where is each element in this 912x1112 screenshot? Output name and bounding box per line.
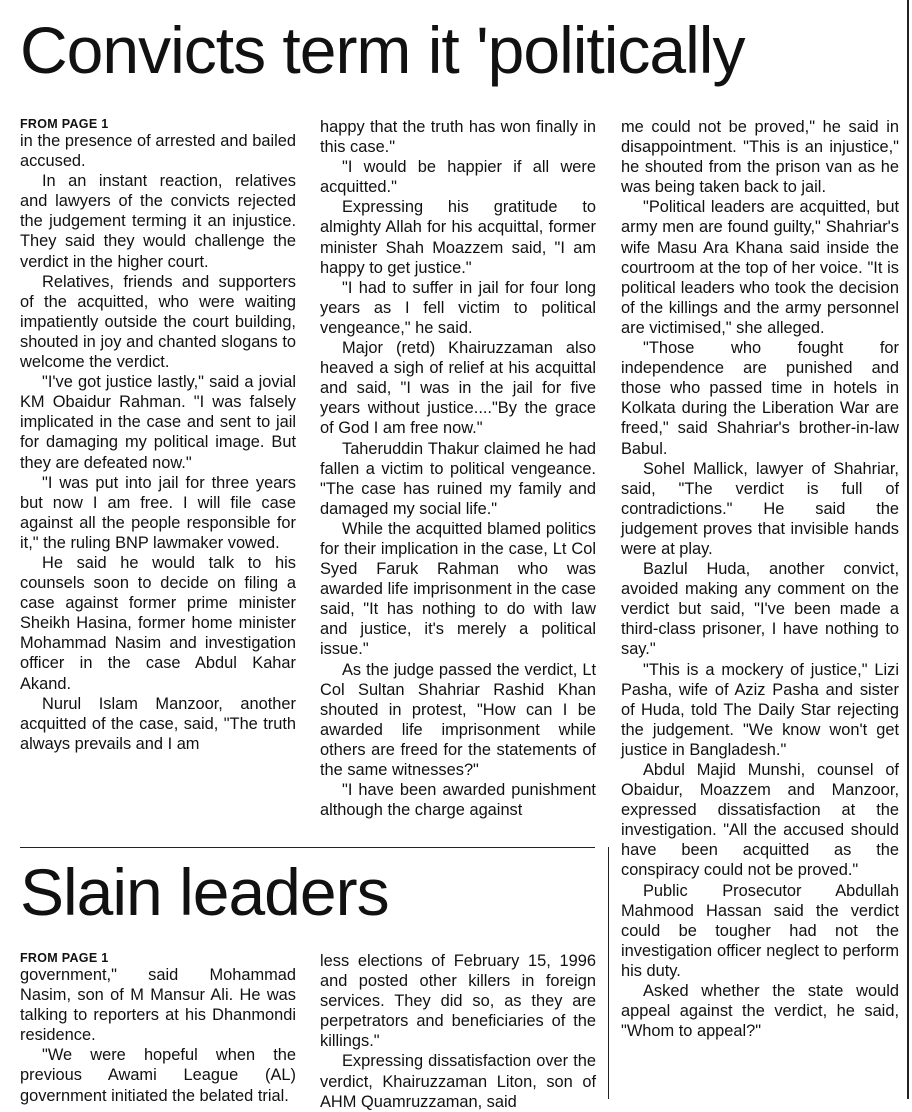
paragraph: Bazlul Huda, another convict, avoided making any comment on the verdict but said, "I've been made a third-class prisoner, I have nothing to say." xyxy=(621,560,899,659)
story1-column-3 xyxy=(621,117,899,1097)
paragraph: Expressing dissatisfaction over the verdict, Khairuzzaman Liton, son of AHM Quamruzzaman, said xyxy=(320,1052,596,1111)
headline-slain-leaders: Slain leaders xyxy=(20,855,389,929)
paragraph: "I have been awarded punishment although the charge against xyxy=(320,781,596,820)
paragraph: Public Prosecutor Abdullah Mahmood Hassan said the verdict could be tougher had not the investigation officer neglect to perform his duty. xyxy=(621,881,899,980)
paragraph: me could not be proved," he said in disappointment. "This is an injustice," he shouted from the prison van as he was being taken back to jail. xyxy=(621,118,899,197)
paragraph: He said he would talk to his counsels soon to decide on filing a case against former prime minister Sheikh Hasina, former home minister Mohammad Nasim and investigation officer in the case Abdul Kahar Akand. xyxy=(20,553,296,693)
kicker: FROM PAGE 1 xyxy=(20,951,109,965)
paragraph: "Those who fought for independence are punished and those who passed time in hotels in Kolkata during the Liberation War are freed," said Shahriar's brother-in-law Babul. xyxy=(621,339,899,458)
paragraph: In an instant reaction, relatives and lawyers of the convicts rejected the judgement terming it an injustice. They said they would challenge the verdict in the higher court. xyxy=(20,172,296,271)
paragraph: Asked whether the state would appeal against the verdict, he said, "Whom to appeal?" xyxy=(621,982,899,1041)
column-rule xyxy=(907,0,909,1099)
kicker: FROM PAGE 1 xyxy=(20,117,109,131)
paragraph: "We were hopeful when the previous Awami League (AL) government initiated the belated trial. xyxy=(20,1046,296,1105)
paragraph: less elections of February 15, 1996 and posted other killers in foreign services. They did so, as they are perpetrators and beneficiaries of the killings." xyxy=(320,952,596,1051)
story2-column-1 xyxy=(20,951,296,1105)
paragraph: happy that the truth has won finally in this case." xyxy=(320,118,596,157)
paragraph: Taheruddin Thakur claimed he had fallen a victim to political vengeance. "The case has ruined my family and damaged my social life." xyxy=(320,439,596,518)
paragraph: While the acquitted blamed politics for their implication in the case, Lt Col Syed Faruk Rahman who was awarded life imprisonment in the case said, "It has nothing to do with law and justice, it's merely a political issue." xyxy=(320,519,596,659)
paragraph: Sohel Mallick, lawyer of Shahriar, said, "The verdict is full of contradictions." He said the judgement proves that invisible hands were at play. xyxy=(621,459,899,558)
paragraph: Relatives, friends and supporters of the acquitted, who were waiting impatiently outside the court building, shouted in joy and chanted slogans to welcome the verdict. xyxy=(20,272,296,372)
paragraph: "I had to suffer in jail for four long years as I fell victim to political vengeance," he said. xyxy=(320,278,596,337)
paragraph: government," said Mohammad Nasim, son of M Mansur Ali. He was talking to reporters at his Dhanmondi residence. xyxy=(20,966,296,1045)
paragraph: Abdul Majid Munshi, counsel of Obaidur, Moazzem and Manzoor, expressed dissatisfaction at the investigation. "All the accused should have been acquitted as the conspiracy could not be proved." xyxy=(621,761,899,880)
paragraph: As the judge passed the verdict, Lt Col Sultan Shahriar Rashid Khan shouted in protest, "How can I be awarded life imprisonment while others are freed for the statements of the same witnesses?" xyxy=(320,660,596,779)
paragraph: "Political leaders are acquitted, but army men are found guilty," Shahriar's wife Masu Ara Khana said inside the courtroom at the top of her voice. "It is political leaders who took the decision of the killings and the army personnel are victimised," she alleged. xyxy=(621,198,899,337)
headline-convicts: Convicts term it 'politically xyxy=(20,13,745,87)
paragraph: "This is a mockery of justice," Lizi Pasha, wife of Aziz Pasha and sister of Huda, told The Daily Star rejecting the judgement. "We know won't get justice in Bangladesh." xyxy=(621,660,899,759)
paragraph: in the presence of arrested and bailed accused. xyxy=(20,132,296,171)
story1-column-2 xyxy=(320,117,596,837)
story2-column-2 xyxy=(320,951,596,1111)
paragraph: "I've got justice lastly," said a jovial KM Obaidur Rahman. "I was falsely implicated in the case and sent to jail for damaging my political image. But they are defeated now." xyxy=(20,373,296,472)
paragraph: "I was put into jail for three years but now I am free. I will file case against all the people responsible for it," the ruling BNP lawmaker vowed. xyxy=(20,473,296,552)
story1-column-1 xyxy=(20,117,296,837)
paragraph: Nurul Islam Manzoor, another acquitted of the case, said, "The truth always prevails and I am xyxy=(20,694,296,753)
paragraph: Major (retd) Khairuzzaman also heaved a sigh of relief at his acquittal and said, "I was in the jail for five years without justice...."By the grace of God I am free now." xyxy=(320,339,596,438)
column-rule xyxy=(608,847,609,1099)
paragraph: "I would be happier if all were acquitted." xyxy=(320,158,596,197)
paragraph: Expressing his gratitude to almighty Allah for his acquittal, former minister Shah Moazzem said, "I am happy to get justice." xyxy=(320,198,596,277)
